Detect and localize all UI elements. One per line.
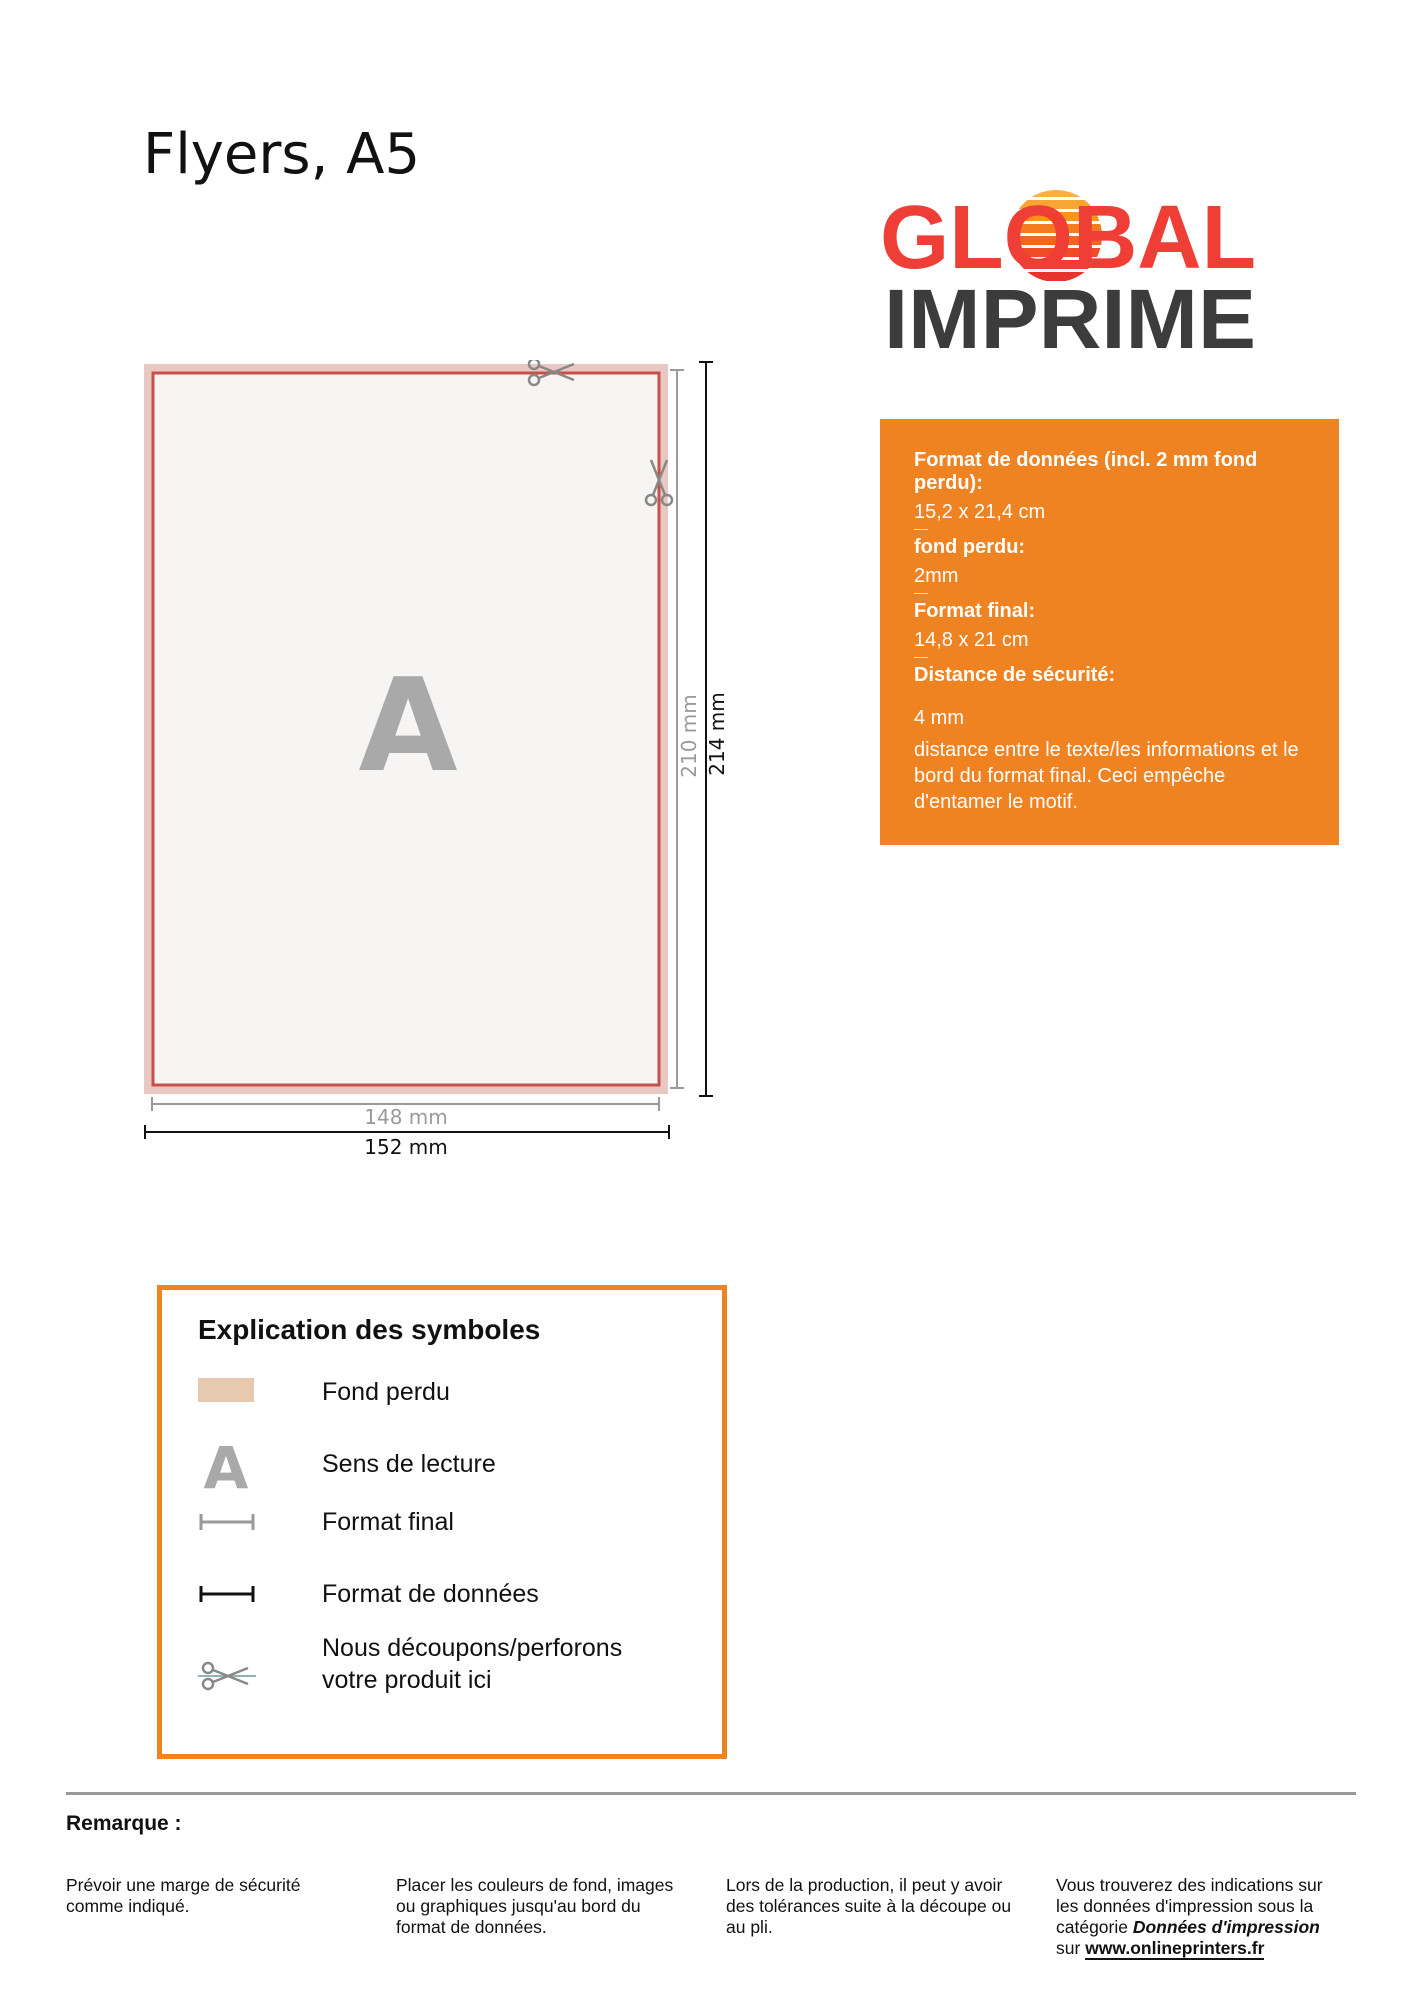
logo-line1: GLOBAL (880, 188, 1256, 288)
separator (914, 529, 928, 530)
legend-item-reading-direction (198, 1430, 698, 1490)
data-format-value: 15,2 x 21,4 cm (914, 501, 1046, 523)
scissors-icon (198, 1648, 258, 1708)
safety-distance-description: distance entre le texte/les informations et le bord du format final. Ceci empêche d'entamer le motif. (914, 739, 1299, 813)
final-format-value: 14,8 x 21 cm (914, 629, 1029, 651)
remark-note-4-category: Données d'impression (1132, 1917, 1320, 1937)
bleed-swatch-icon (198, 1372, 258, 1432)
data-height-label: 214 mm (705, 692, 729, 776)
bleed-label: fond perdu: (914, 536, 1026, 558)
remark-note-4-prefix: sur (1056, 1938, 1086, 1958)
data-format-label: Format de données (incl. 2 mm fond perdu): (914, 449, 1258, 494)
final-height-label: 210 mm (677, 694, 701, 778)
logo-line2: IMPRIME (884, 272, 1256, 360)
legend-item-final-format (198, 1504, 698, 1564)
symbol-legend (157, 1285, 727, 1759)
onlineprinters-link[interactable]: www.onlineprinters.fr (1085, 1938, 1265, 1958)
legend-item-scissors (198, 1630, 698, 1710)
separator (914, 657, 928, 658)
page-title: Flyers, A5 (143, 122, 421, 187)
safety-distance-label: Distance de sécurité: (914, 664, 1116, 686)
divider (66, 1792, 1356, 1795)
legend-title: Explication des symboles (198, 1314, 541, 1345)
legend-label: Format de données (322, 1580, 539, 1608)
svg-text:A: A (203, 1434, 249, 1490)
legend-label: votre produit ici (322, 1666, 492, 1694)
remarks-title: Remarque : (66, 1812, 182, 1835)
final-format-line-icon (198, 1504, 258, 1564)
remark-note-2: Placer les couleurs de fond, images ou graphiques jusqu'au bord du format de données. (396, 1875, 674, 1937)
format-diagram (140, 360, 740, 1160)
final-format-label: Format final: (914, 600, 1036, 622)
legend-label: Format final (322, 1508, 454, 1536)
bleed-value: 2mm (914, 565, 959, 587)
legend-label: Fond perdu (322, 1378, 450, 1406)
remark-note-4 (1056, 1875, 1346, 1959)
legend-label: Sens de lecture (322, 1450, 496, 1478)
remark-note-4-text: Vous trouverez des indications sur les données d'impression sous la catégorie (1056, 1875, 1323, 1937)
separator (914, 593, 928, 594)
remark-note-3: Lors de la production, il peut y avoir des tolérances suite à la découpe ou au pli. (726, 1875, 1012, 1937)
global-imprime-logo (880, 180, 1280, 360)
safety-distance-value: 4 mm (914, 707, 964, 729)
reading-direction-letter: A (358, 652, 458, 801)
legend-item-data-format (198, 1576, 698, 1636)
format-specs-panel (880, 419, 1339, 845)
legend-label: Nous découpons/perforons (322, 1634, 623, 1662)
data-format-line-icon (198, 1576, 258, 1636)
remark-note-1: Prévoir une marge de sécurité comme indiqué. (66, 1875, 301, 1916)
legend-item-bleed (198, 1372, 698, 1432)
reading-direction-icon (198, 1430, 258, 1490)
data-width-label: 152 mm (364, 1135, 448, 1159)
final-width-label: 148 mm (364, 1105, 448, 1129)
